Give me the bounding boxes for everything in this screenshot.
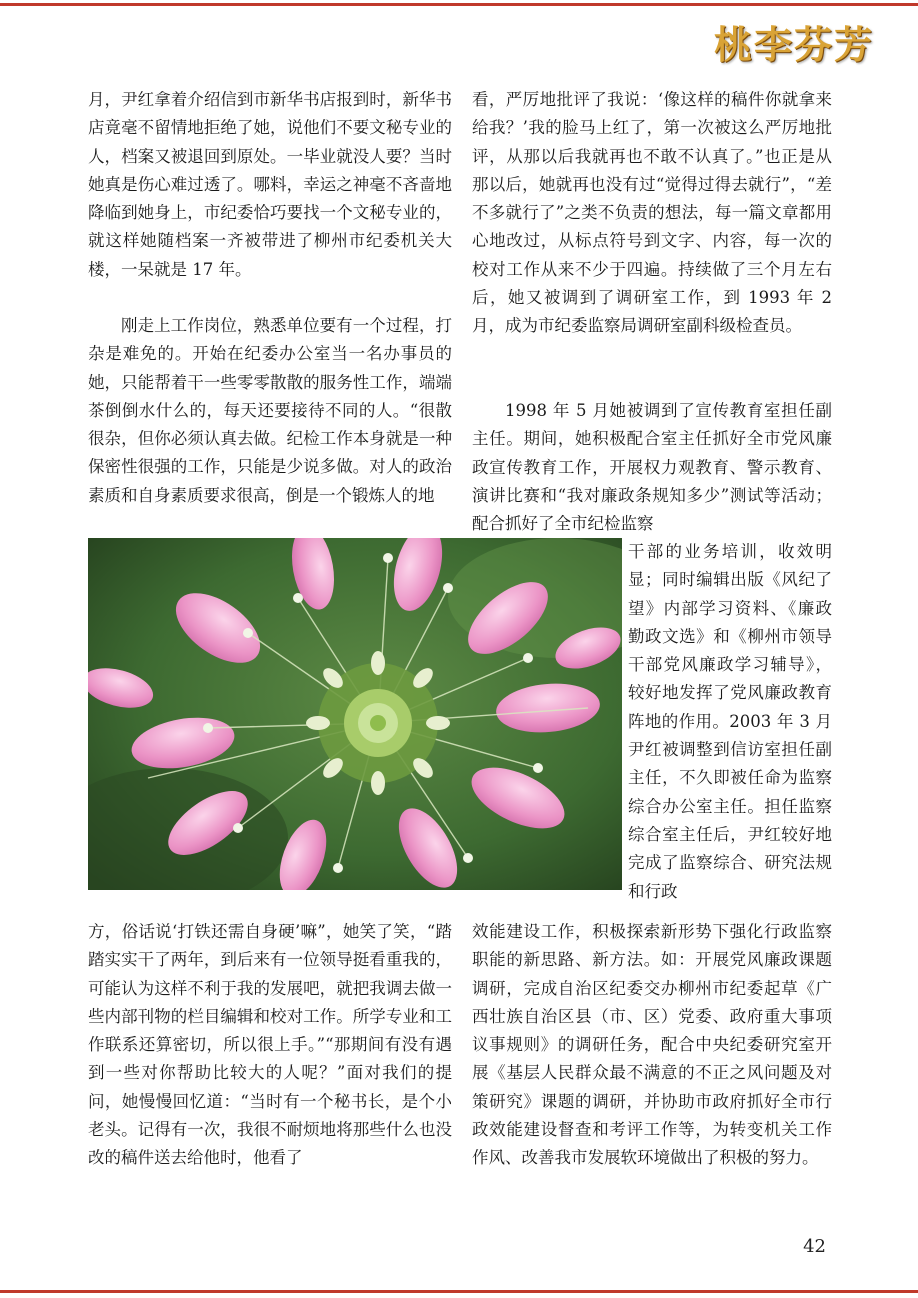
flower-illustration	[88, 538, 622, 890]
right-paragraph-1: 看，严厉地批评了我说：‘像这样的稿件你就拿来给我？’我的脸马上红了，第一次被这么严厉地批评，从那以后我就再也不敢不认真了。”也正是从那以后，她就再也没有过“觉得过得去就行”，“差不多就行了”之类不负责的想法，每一篇文章都用心地改过，从标点符号到文字、内容，每一次的校对工作从来不少于四遍。持续做了三个月左右后，她又被调到了调研室工作，到 1993 年 2 月，成为市纪委监察局调研室副科级检查员。	[472, 90, 832, 336]
top-rule	[0, 3, 918, 6]
left-paragraph-3: 方，俗话说‘打铁还需自身硬’嘛”，她笑了笑，“踏踏实实干了两年，到后来有一位领导挺看重我的，可能认为这样不利于我的发展吧，就把我调去做一些内部刊物的栏目编辑和校对工作。所学专业和工作联系还算密切，所以很上手。”“那期间有没有遇到一些对你帮助比较大的人呢？”面对我们的提问，她慢慢回忆道：“当时有一个秘书长，是个小老头。记得有一次，我很不耐烦地将那些什么也没改的稿件送去给他时，他看了	[88, 922, 452, 1168]
right-narrow-paragraph: 干部的业务培训，收效明显；同时编辑出版《风纪了望》内部学习资料、《廉政勤政文选》和《柳州市领导干部党风廉政学习辅导》，较好地发挥了党风廉政教育阵地的作用。2003 年 3 月尹红被调整到信访室担任副主任，不久即被任命为监察综合办公室主任。担任监察综合室主任后，尹红较好地完成了监察综合、研究法规和行政	[628, 542, 832, 901]
right-paragraph-2: 1998 年 5 月她被调到了宣传教育室担任副主任。期间，她积极配合室主任抓好全市党风廉政宣传教育工作，开展权力观教育、警示教育、演讲比赛和“我对廉政条规知多少”测试等活动；配合抓好了全市纪检监察	[472, 401, 832, 534]
right-paragraph-3: 效能建设工作，积极探索新形势下强化行政监察职能的新思路、新方法。如：开展党风廉政课题调研，完成自治区纪委交办柳州市纪委起草《广西壮族自治区县（市、区）党委、政府重大事项议事规则》的调研任务，配合中央纪委研究室开展《基层人民群众最不满意的不正之风问题及对策研究》课题的调研，并协助市政府抓好全市行政效能建设督查和考评工作等，为转变机关工作作风、改善我市发展软环境做出了积极的努力。	[472, 922, 832, 1168]
left-paragraph-2: 刚走上工作岗位，熟悉单位要有一个过程，打杂是难免的。开始在纪委办公室当一名办事员的她，只能帮着干一些零零散散的服务性工作，端端茶倒倒水什么的，每天还要接待不同的人。“很散很杂，但你必须认真去做。纪检工作本身就是一种保密性很强的工作，只能是少说多做。对人的政治素质和自身素质要求很高，倒是一个锻炼人的地	[88, 316, 452, 505]
page-number: 42	[803, 1236, 826, 1257]
bottom-rule	[0, 1290, 918, 1293]
cleome-flower-photo	[88, 538, 622, 890]
left-paragraph-1: 月，尹红拿着介绍信到市新华书店报到时，新华书店竟毫不留情地拒绝了她，说他们不要文秘专业的人，档案又被退回到原处。一毕业就没人要？当时她真是伤心难过透了。哪料，幸运之神毫不吝啬地降临到她身上，市纪委恰巧要找一个文秘专业的，就这样她随档案一齐被带进了柳州市纪委机关大楼，一呆就是 17 年。	[88, 90, 452, 279]
section-title: 桃李芬芳	[713, 23, 874, 67]
